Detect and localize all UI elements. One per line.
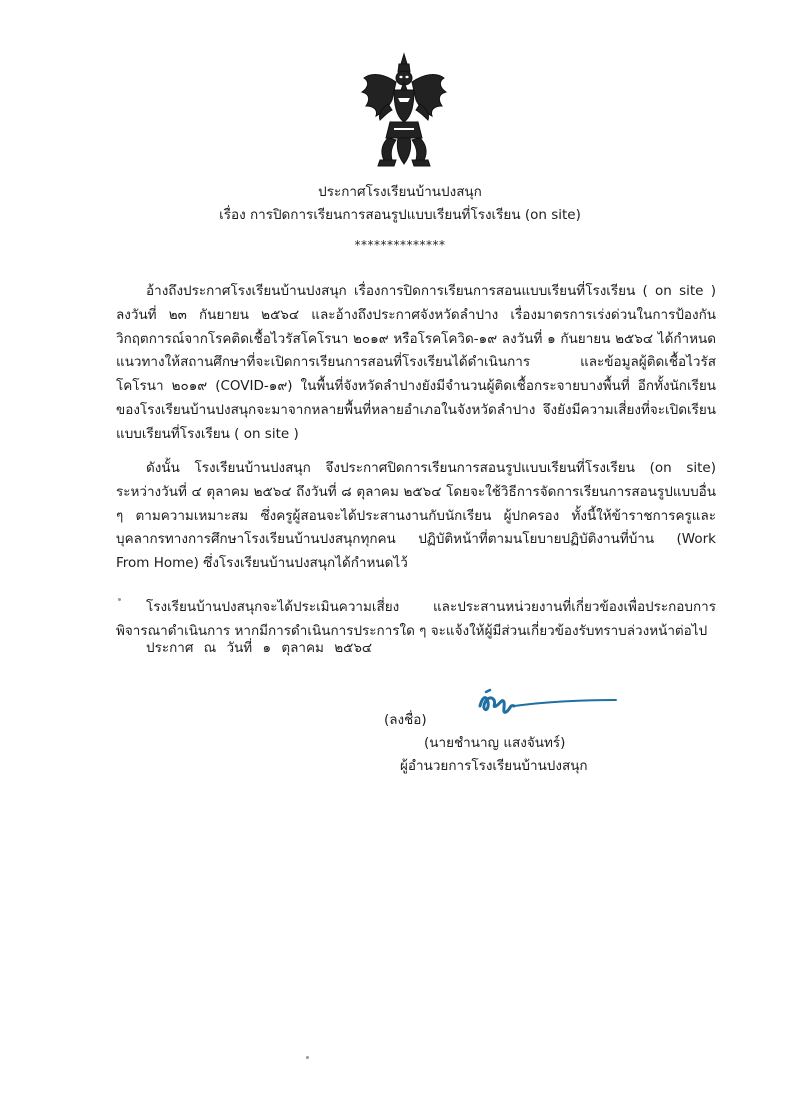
body-paragraph-3: โรงเรียนบ้านปงสนุกจะได้ประเมินความเสี่ยง และประสานหน่วยงานที่เกี่ยวข้องเพื่อประกอบการพิจารณาดำเนินการ หากมีการดำเนินการประการใด ๆ จะแจ้งให้ผู้มีส่วนเกี่ยวข้องรับทราบล่วงหน้าต่อไป: [116, 599, 716, 639]
signer-name: (นายชำนาญ แสงจันทร์): [424, 735, 566, 751]
announcement-subject: เรื่อง การปิดการเรียนการสอนรูปแบบเรียนที่โรงเรียน (on site): [219, 207, 581, 223]
separator: **************: [354, 238, 446, 252]
handwritten-signature: [474, 684, 620, 718]
garuda-emblem-icon: [358, 52, 450, 170]
signature-label: (ลงชื่อ): [384, 712, 427, 728]
body-paragraph-2: ดังนั้น โรงเรียนบ้านปงสนุก จึงประกาศปิดการเรียนการสอนรูปแบบเรียนที่โรงเรียน (on site) ระหว่างวันที่ ๔ ตุลาคม ๒๕๖๔ ถึงวันที่ ๘ ตุลาคม ๒๕๖๔ โดยจะใช้วิธีการจัดการเรียนการสอนรูปแบบอื่น ๆ ตามความเหมาะสม ซึ่งครูผู้สอนจะได้ประสานงานกับนักเรียน ผู้ปกครอง ทั้งนี้ให้ข้าราชการครูและบุคลากรทางการศึกษาโรงเรียนบ้านปงสนุกทุกคน ปฏิบัติหน้าที่ตามนโยบายปฏิบัติงานที่บ้าน (Work From Home) ซึ่งโรงเรียนบ้านปงสนุกได้กำหนดไว้: [116, 460, 716, 572]
scan-speck: [306, 1056, 309, 1059]
body-paragraph-1: อ้างถึงประกาศโรงเรียนบ้านปงสนุก เรื่องการปิดการเรียนการสอนแบบเรียนที่โรงเรียน ( on site ) ลงวันที่ ๒๓ กันยายน ๒๕๖๔ และอ้างถึงประกาศจังหวัดลำปาง เรื่องมาตรการเร่งด่วนในการป้องกันวิกฤตการณ์จากโรคติดเชื้อไวรัสโคโรนา ๒๐๑๙ หรือโรคโควิด-๑๙ ลงวันที่ ๑ กันยายน ๒๕๖๔ ได้กำหนดแนวทางให้สถานศึกษาที่จะเปิดการเรียนการสอนที่โรงเรียนได้ดำเนินการ และข้อมูลผู้ติดเชื้อไวรัสโคโรนา ๒๐๑๙ (COVID-๑๙) ในพื้นที่จังหวัดลำปางยังมีจำนวนผู้ติดเชื้อกระจายบางพื้นที่ อีกทั้งนักเรียนของโรงเรียนบ้านปงสนุกจะมาจากหลายพื้นที่หลายอำเภอในจังหวัดลำปาง จึงยังมีความเสี่ยงที่จะเปิดเรียนแบบเรียนที่โรงเรียน ( on site ): [116, 283, 716, 442]
announcement-date: ประกาศ ณ วันที่ ๑ ตุลาคม ๒๕๖๔: [146, 640, 373, 656]
scan-speck: [118, 598, 121, 601]
signer-position: ผู้อำนวยการโรงเรียนบ้านปงสนุก: [400, 758, 588, 774]
announcement-title: ประกาศโรงเรียนบ้านปงสนุก: [318, 184, 482, 200]
